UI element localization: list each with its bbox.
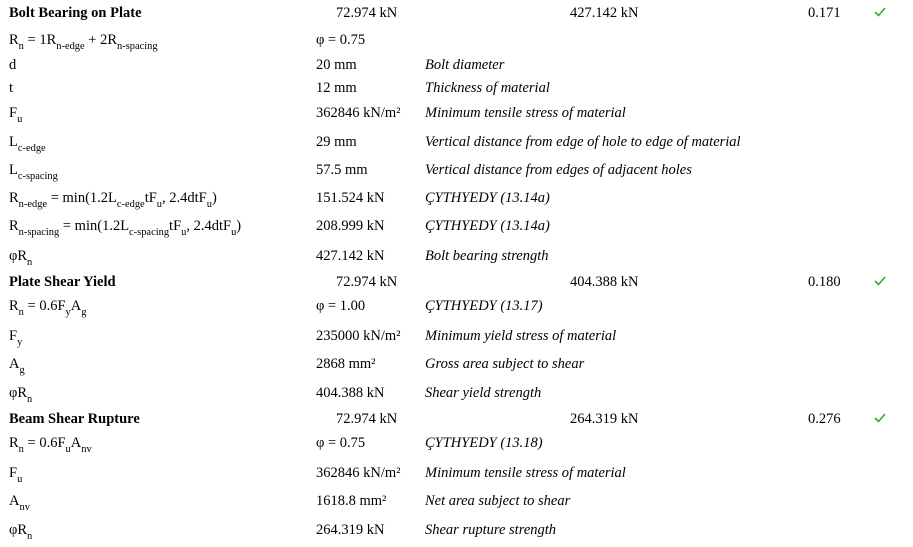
ratio-value: 0.180 — [808, 274, 841, 290]
demand-value: 72.974 kN — [336, 274, 398, 290]
parameter-label: $L_{c-spacing}$ — [9, 162, 58, 182]
parameter-description: Minimum tensile stress of material — [425, 105, 626, 121]
code-reference: ÇYTHYEDY (13.17) — [425, 298, 543, 314]
parameter-value: 208.999 kN — [316, 218, 385, 234]
capacity-value: 264.319 kN — [570, 411, 639, 427]
phi-value: φ = 0.75 — [316, 435, 366, 451]
strength-label: $\varphi R_n$ — [9, 385, 33, 405]
parameter-value: 1618.8 mm² — [316, 493, 387, 509]
strength-label: $\varphi R_n$ — [9, 248, 33, 268]
parameter-value: 362846 kN/m² — [316, 465, 401, 481]
parameter-value: 362846 kN/m² — [316, 105, 401, 121]
code-reference: ÇYTHYEDY (13.18) — [425, 435, 543, 451]
formula-label: $R_n = 0.6F_yA_g$ — [9, 298, 87, 318]
strength-value: 264.319 kN — [316, 522, 385, 538]
parameter-description: Bolt diameter — [425, 57, 505, 73]
parameter-description: Minimum yield stress of material — [425, 328, 617, 344]
checkmark-icon — [874, 4, 886, 17]
parameter-description: Thickness of material — [425, 80, 550, 96]
parameter-value: 29 mm — [316, 134, 357, 150]
strength-label: $\varphi R_n$ — [9, 522, 33, 542]
checkmark-icon — [874, 273, 886, 286]
parameter-description: Bolt bearing strength — [425, 248, 549, 264]
parameter-value: 20 mm — [316, 57, 357, 73]
formula-label: $R_{n-edge} = \min(1.2L_{c-edge}tF_u$, 2.4dtF$_u$) — [9, 190, 217, 210]
parameter-label: t — [9, 80, 14, 96]
parameter-description: Minimum tensile stress of material — [425, 465, 626, 481]
section-title: Plate Shear Yield — [9, 274, 116, 290]
ratio-value: 0.171 — [808, 5, 841, 21]
parameter-label: $A_{nv}$ — [9, 493, 30, 513]
section-title: Bolt Bearing on Plate — [9, 5, 142, 21]
parameter-value: 12 mm — [316, 80, 357, 96]
parameter-value: 57.5 mm — [316, 162, 368, 178]
parameter-description: Gross area subject to shear — [425, 356, 585, 372]
strength-value: 427.142 kN — [316, 248, 385, 264]
demand-value: 72.974 kN — [336, 5, 398, 21]
ratio-value: 0.276 — [808, 411, 841, 427]
code-reference: ÇYTHYEDY (13.14a) — [425, 218, 550, 234]
parameter-label: $F_u$ — [9, 465, 23, 485]
phi-value: φ = 0.75 — [316, 32, 366, 48]
parameter-description: Shear yield strength — [425, 385, 542, 401]
parameter-value: 235000 kN/m² — [316, 328, 401, 344]
parameter-label: $L_{c-edge}$ — [9, 134, 46, 154]
parameter-description: Net area subject to shear — [425, 493, 571, 509]
parameter-description: Vertical distance from edge of hole to edge of material — [425, 134, 741, 150]
checkmark-icon — [874, 410, 886, 423]
parameter-value: 151.524 kN — [316, 190, 385, 206]
formula-label: $R_{n-spacing} = \min(1.2L_{c-spacing}tF_u$, 2.4dtF$_u$) — [9, 218, 242, 238]
parameter-description: Vertical distance from edges of adjacent holes — [425, 162, 692, 178]
capacity-value: 404.388 kN — [570, 274, 639, 290]
parameter-description: Shear rupture strength — [425, 522, 557, 538]
parameter-value: 2868 mm² — [316, 356, 376, 372]
parameter-label: d — [9, 57, 17, 73]
demand-value: 72.974 kN — [336, 411, 398, 427]
strength-value: 404.388 kN — [316, 385, 385, 401]
parameter-label: $F_u$ — [9, 105, 23, 125]
parameter-label: $F_y$ — [9, 328, 23, 348]
formula-label: $R_n = 1R_{n-edge} + 2R_{n-spacing}$ — [9, 32, 158, 52]
code-reference: ÇYTHYEDY (13.14a) — [425, 190, 550, 206]
formula-label: $R_n = 0.6F_uA_{nv}$ — [9, 435, 92, 455]
parameter-label: $A_g$ — [9, 356, 25, 376]
phi-value: φ = 1.00 — [316, 298, 366, 314]
capacity-value: 427.142 kN — [570, 5, 639, 21]
section-title: Beam Shear Rupture — [9, 411, 140, 427]
